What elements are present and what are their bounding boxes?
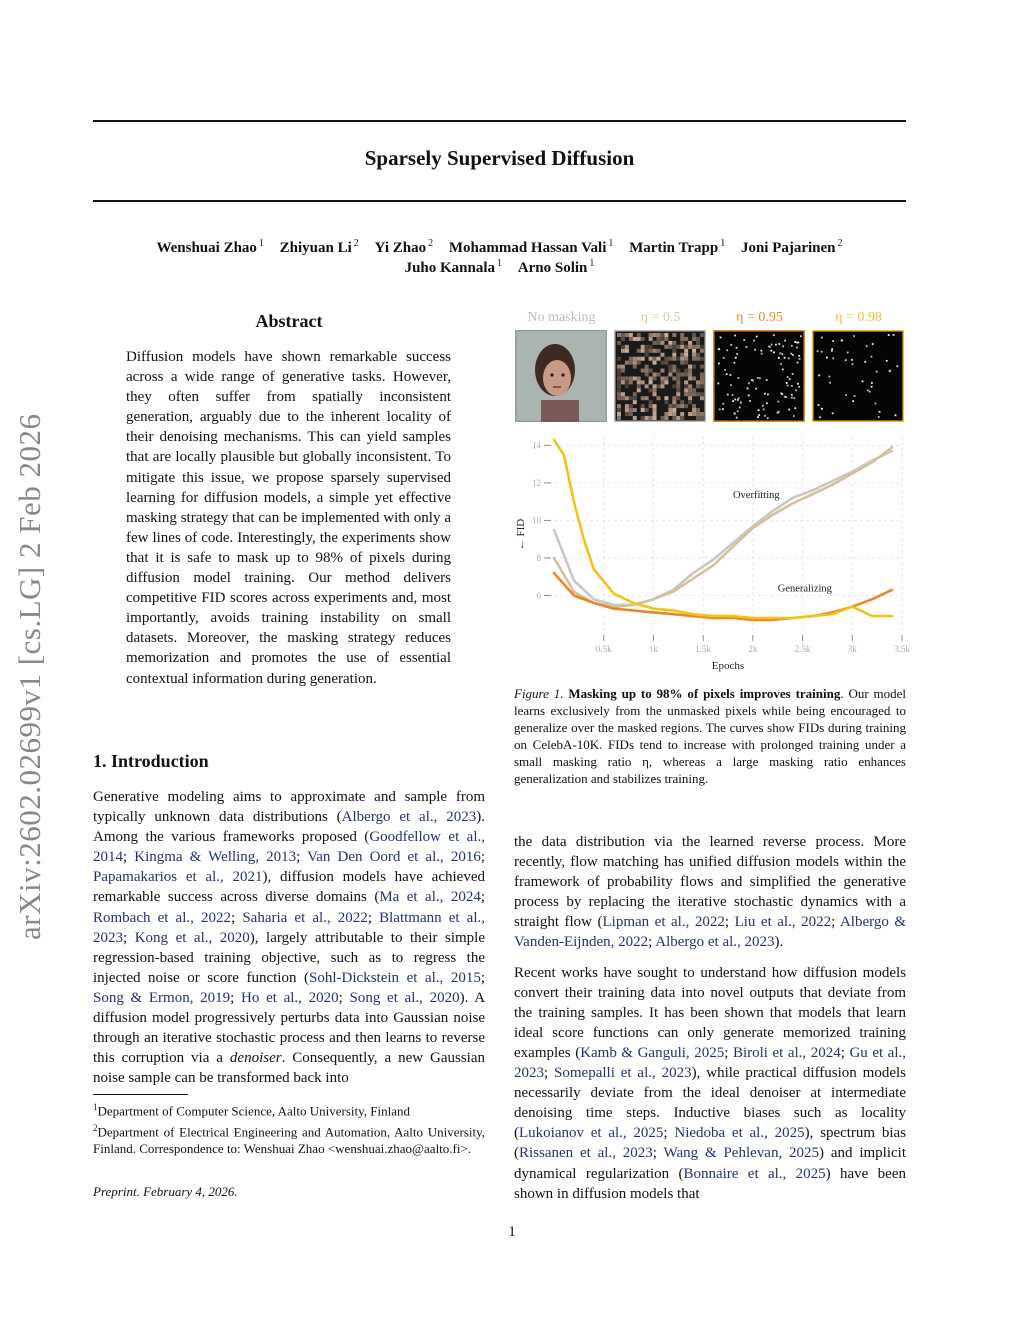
paper-title: Sparsely Supervised Diffusion — [364, 146, 635, 170]
author-list-line2 — [93, 258, 906, 277]
thumbnail-eta-095 — [713, 330, 805, 422]
author: Martin Trapp $^1$ — [629, 238, 726, 256]
citation-link[interactable]: Kamb & Ganguli, 2025 — [580, 1044, 725, 1061]
citation-link[interactable]: Albergo & Vanden-Eijnden, 2022 — [514, 914, 907, 951]
citation-link[interactable]: Albergo et al., 2023 — [341, 809, 477, 826]
x-tick-label: 2k — [748, 644, 758, 654]
intro-column — [93, 787, 485, 1088]
figure-1-caption: Figure 1. Masking up to 98% of pixels improves training. Our model learns exclusively from the unmasked pixels while being encouraged to generalize over the masked regions. The curves show FIDs during training on CelebA-10K. FIDs tend to increase with prolonged training under a small masking ratio η, whereas a large masking ratio enhances generalization and stabilizes training. — [514, 686, 907, 786]
citation-link[interactable]: Ma et al., 2024 — [379, 889, 481, 906]
citation-link[interactable]: Sohl-Dickstein et al., 2015 — [309, 969, 481, 986]
footnote-1: $^1$Department of Computer Science, Aalto University, Finland — [93, 1102, 411, 1119]
title-bottom-rule — [93, 200, 906, 202]
chart-annotation: Overfitting — [732, 489, 780, 501]
thumb-label-eta-095: η = 0.95 — [736, 310, 783, 325]
citation-link[interactable]: Blattmann et al., 2023 — [93, 909, 485, 946]
author: Zhiyuan Li $^2$ — [279, 238, 359, 256]
citation-link[interactable]: Goodfellow et al., 2014 — [93, 829, 485, 866]
author: Mohammad Hassan Vali $^1$ — [448, 238, 614, 256]
citation-link[interactable]: Rissanen et al., 2023 — [519, 1145, 653, 1162]
author: Yi Zhao $^2$ — [374, 238, 434, 256]
citation-link[interactable]: Biroli et al., 2024 — [732, 1044, 841, 1061]
y-tick-label: 14 — [532, 440, 541, 451]
thumb-label-eta-05: η = 0.5 — [640, 310, 681, 325]
citation-link[interactable]: Rombach et al., 2022 — [93, 909, 232, 926]
x-tick-label: 3.5k — [894, 644, 910, 654]
citation-link[interactable]: Liu et al., 2022 — [734, 914, 832, 931]
right-column — [514, 832, 906, 1204]
footnotes — [93, 1099, 485, 1157]
body-paragraph: the data distribution via the learned reverse process. More recently, flow matching has unified diffusion models within the framework of probability flows and simplified the generative process by replacing the iterative stochastic dynamics with a straight flow (Lipman et al., 2022; Liu et al., 2022; Albergo & Vanden-Eijnden, 2022; Albergo et al., 2023). — [514, 834, 907, 951]
citation-link[interactable]: Song & Ermon, 2019 — [93, 989, 231, 1006]
x-tick-label: 1k — [648, 644, 658, 654]
citation-link[interactable]: Lipman et al., 2022 — [602, 914, 725, 931]
thumbnail-no-masking — [515, 330, 607, 422]
arxiv-watermark: arXiv:2602.02699v1 [cs.LG] 2 Feb 2026 — [12, 413, 47, 940]
x-tick-label: 3k — [847, 644, 857, 654]
x-tick-label: 0.5k — [595, 644, 612, 654]
thumbnail-eta-098 — [812, 330, 904, 422]
thumbnail-eta-05 — [614, 330, 706, 422]
intro-paragraph: Generative modeling aims to approximate and sample from typically unknown data distributions (Albergo et al., 2023). Among the various frameworks proposed (Goodfellow et al., 2014; Kingma & Welling, 2013; Van Den Oord et al., 2016; Papamakarios et al., 2021), diffusion models have achieved remarkable success across diverse domains (Ma et al., 2024; Rombach et al., 2022; Saharia et al., 2022; Blattmann et al., 2023; Kong et al., 2020), largely attributable to their simple regression-based training objective, such as to regress the injected noise or score function (Sohl-Dickstein et al., 2015; Song & Ermon, 2019; Ho et al., 2020; Song et al., 2020). A diffusion model progressively perturbs data into Gaussian noise through an iterative stochastic process and then learns to reverse this corruption via a denoiser. Consequently, a new Gaussian noise sample can be transformed back into — [93, 789, 486, 1087]
citation-link[interactable]: Van Den Oord et al., 2016 — [307, 849, 481, 866]
citation-link[interactable]: Lukoianov et al., 2025 — [519, 1125, 664, 1142]
author: Arno Solin $^1$ — [517, 258, 595, 276]
citation-link[interactable]: Bonnaire et al., 2025 — [683, 1165, 826, 1182]
series-line — [554, 440, 892, 618]
citation-link[interactable]: Kingma & Welling, 2013 — [134, 849, 297, 866]
citation-link[interactable]: Albergo et al., 2023 — [655, 934, 775, 951]
section-heading-introduction: 1. Introduction — [93, 751, 209, 771]
y-tick-label: 12 — [532, 477, 541, 488]
thumb-label-no-masking: No masking — [527, 310, 596, 325]
author: Joni Pajarinen $^2$ — [740, 238, 843, 256]
preprint-note: Preprint. February 4, 2026. — [93, 1184, 238, 1199]
body-paragraph: Recent works have sought to understand how diffusion models convert their training data into novel outputs that deviate from the training samples. It has been shown that models that learn ideal score functions can only generate memorized training examples (Kamb & Ganguli, 2025; Biroli et al., 2024; Gu et al., 2023; Somepalli et al., 2023), while practical diffusion models necessarily deviate from the ideal denoiser at intermediate denoising time steps. Inductive biases such as locality (Lukoianov et al., 2025; Niedoba et al., 2025), spectrum bias (Rissanen et al., 2023; Wang & Pehlevan, 2025) and implicit dynamical regularization (Bonnaire et al., 2025) have been shown in diffusion models that — [514, 964, 907, 1202]
page-number: 1 — [508, 1224, 516, 1240]
y-tick-label: 10 — [532, 515, 541, 526]
footnote-2: $^2$Department of Electrical Engineering and Automation, Aalto University, Finland. Correspondence to: Wenshuai Zhao <wenshuai.zhao@aalto.fi>. — [93, 1122, 485, 1156]
fid-line-chart — [510, 428, 910, 673]
citation-link[interactable]: Song et al., 2020 — [349, 989, 460, 1006]
citation-link[interactable]: Wang & Pehlevan, 2025 — [663, 1145, 820, 1162]
author: Juho Kannala $^1$ — [404, 258, 503, 276]
y-tick-label: 6 — [536, 590, 541, 601]
title-top-rule — [93, 120, 906, 122]
series-line — [554, 573, 892, 620]
thumb-label-eta-098: η = 0.98 — [835, 310, 882, 325]
citation-link[interactable]: Ho et al., 2020 — [241, 989, 339, 1006]
author: Wenshuai Zhao $^1$ — [156, 238, 264, 256]
abstract-text: Diffusion models have shown remarkable success across a wide range of generative tasks. However, they often suffer from spatially inconsistent generation, arguably due to the inherent locality of their denoising mechanisms. This can yield samples that are locally plausible but globally inconsistent. To mitigate this issue, we propose sparsely supervised learning for diffusion models, a simple yet effective masking strategy that can be implemented with only a few lines of code. Interestingly, the experiments show that it is safe to mask up to 98% of pixels during diffusion model training. Our method delivers competitive FID scores across experiments and, most importantly, avoids training instability on small datasets. Moreover, the masking strategy reduces memorization and promotes the use of essential contextual information during generation. — [126, 349, 451, 687]
citation-link[interactable]: Somepalli et al., 2023 — [554, 1065, 692, 1082]
footnote-rule — [93, 1094, 188, 1095]
citation-link[interactable]: Gu et al., 2023 — [514, 1044, 907, 1082]
chart-annotation: Generalizing — [777, 583, 832, 595]
author-list-line1 — [93, 238, 906, 257]
citation-link[interactable]: Saharia et al., 2022 — [242, 909, 368, 926]
citation-link[interactable]: Kong et al., 2020 — [134, 929, 250, 946]
x-tick-label: 1.5k — [695, 644, 712, 654]
citation-link[interactable]: Niedoba et al., 2025 — [674, 1125, 805, 1142]
y-tick-label: 8 — [536, 552, 541, 563]
x-axis-label: Epochs — [711, 660, 745, 672]
x-tick-label: 2.5k — [794, 644, 811, 654]
citation-link[interactable]: Papamakarios et al., 2021 — [93, 869, 263, 886]
y-axis-label: ← FID — [515, 518, 527, 551]
abstract-heading: Abstract — [255, 311, 323, 331]
